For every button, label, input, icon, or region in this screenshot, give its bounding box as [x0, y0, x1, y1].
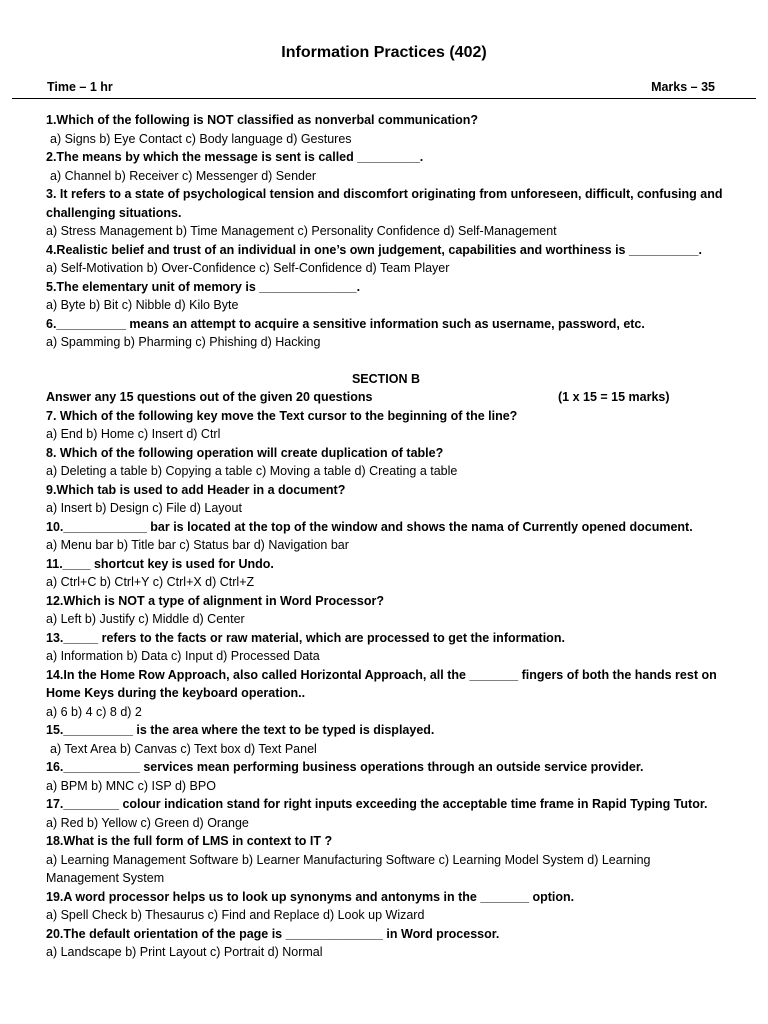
question-text: 14.In the Home Row Approach, also called Horizontal Approach, all the _______ fingers of both the hands rest on Home Keys during the keyboard operation.. — [46, 667, 717, 700]
marks-label: Marks – 35 — [651, 80, 715, 94]
answer-options: a) Self-Motivation b) Over-Confidence c) Self-Confidence d) Team Player — [46, 261, 450, 275]
section-b — [46, 407, 726, 962]
question-text: 6.__________ means an attempt to acquire a sensitive information such as username, password, etc. — [46, 316, 645, 331]
answer-options: a) BPM b) MNC c) ISP d) BPO — [46, 778, 216, 793]
section-b-marks: (1 x 15 = 15 marks) — [558, 390, 670, 404]
answer-options: a) Ctrl+C b) Ctrl+Y c) Ctrl+X d) Ctrl+Z — [46, 575, 255, 589]
question-text: 7. Which of the following key move the Text cursor to the beginning of the line? — [46, 408, 518, 423]
answer-options: a) Insert b) Design c) File d) Layout — [46, 501, 242, 515]
question-text: 15.__________ is the area where the text to be typed is displayed. — [46, 723, 435, 737]
answer-options: a) Menu bar b) Title bar c) Status bar d) Navigation bar — [46, 538, 349, 552]
answer-options: a) End b) Home c) Insert d) Ctrl — [46, 427, 221, 441]
question-text: 20.The default orientation of the page is ______________ in Word processor. — [46, 926, 500, 941]
instruction-text: Answer any 15 questions out of the given 20 questions — [46, 390, 373, 404]
answer-options: a) Spell Check b) Thesaurus c) Find and Replace d) Look up Wizard — [46, 908, 425, 922]
question-text: 5.The elementary unit of memory is ______________. — [46, 279, 361, 294]
answer-options: a) Stress Management b) Time Management c) Personality Confidence d) Self-Management — [46, 224, 557, 238]
section-b-instruction — [46, 388, 726, 407]
answer-options: a) Red b) Yellow c) Green d) Orange — [46, 815, 249, 830]
page-title: Information Practices (402) — [281, 44, 487, 61]
question-text: 2.The means by which the message is sent is called _________. — [46, 150, 424, 164]
question-text: 18.What is the full form of LMS in context to IT ? — [46, 834, 333, 848]
section-a — [46, 111, 726, 352]
question-text: 4.Realistic belief and trust of an individual in one’s own judgement, capabilities and worthiness is __________. — [46, 242, 702, 257]
answer-options: a) Spamming b) Pharming c) Phishing d) Hacking — [46, 335, 321, 349]
section-b-heading: SECTION B — [351, 371, 421, 386]
question-text: 9.Which tab is used to add Header in a document? — [46, 482, 346, 497]
answer-options: a) Signs b) Eye Contact c) Body language d) Gestures — [50, 131, 352, 146]
question-text: 10.____________ bar is located at the top of the window and shows the nama of Currently opened document. — [46, 519, 693, 534]
answer-options: a) Information b) Data c) Input d) Processed Data — [46, 649, 320, 663]
answer-options: a) Landscape b) Print Layout c) Portrait d) Normal — [46, 945, 323, 959]
answer-options: a) Text Area b) Canvas c) Text box d) Text Panel — [50, 741, 317, 756]
answer-options: a) Channel b) Receiver c) Messenger d) Sender — [50, 168, 317, 183]
question-text: 11.____ shortcut key is used for Undo. — [46, 556, 274, 571]
question-text: 17.________ colour indication stand for right inputs exceeding the acceptable time frame in Rapid Typing Tutor. — [46, 797, 708, 811]
time-label: Time – 1 hr — [47, 80, 113, 94]
answer-options: a) 6 b) 4 c) 8 d) 2 — [46, 704, 142, 719]
answer-options: a) Deleting a table b) Copying a table c) Moving a table d) Creating a table — [46, 464, 458, 478]
question-text: 3. It refers to a state of psychological tension and discomfort originating from unforeseen, difficult, confusing and challenging situations. — [46, 187, 723, 220]
answer-options: a) Byte b) Bit c) Nibble d) Kilo Byte — [46, 298, 239, 312]
question-text: 1.Which of the following is NOT classified as nonverbal communication? — [46, 113, 479, 127]
question-text: 16.___________ services mean performing business operations through an outside service provider. — [46, 760, 644, 774]
question-text: 13._____ refers to the facts or raw material, which are processed to get the information. — [46, 630, 565, 645]
question-text: 8. Which of the following operation will create duplication of table? — [46, 445, 444, 460]
answer-options: a) Learning Management Software b) Learner Manufacturing Software c) Learning Model System d) Learning Management System — [46, 852, 651, 885]
section-gap — [46, 352, 726, 370]
question-text: 12.Which is NOT a type of alignment in Word Processor? — [46, 593, 385, 608]
answer-options: a) Left b) Justify c) Middle d) Center — [46, 612, 245, 626]
question-content — [46, 111, 726, 962]
question-text: 19.A word processor helps us to look up synonyms and antonyms in the _______ option. — [46, 889, 575, 904]
header-divider — [12, 98, 756, 99]
